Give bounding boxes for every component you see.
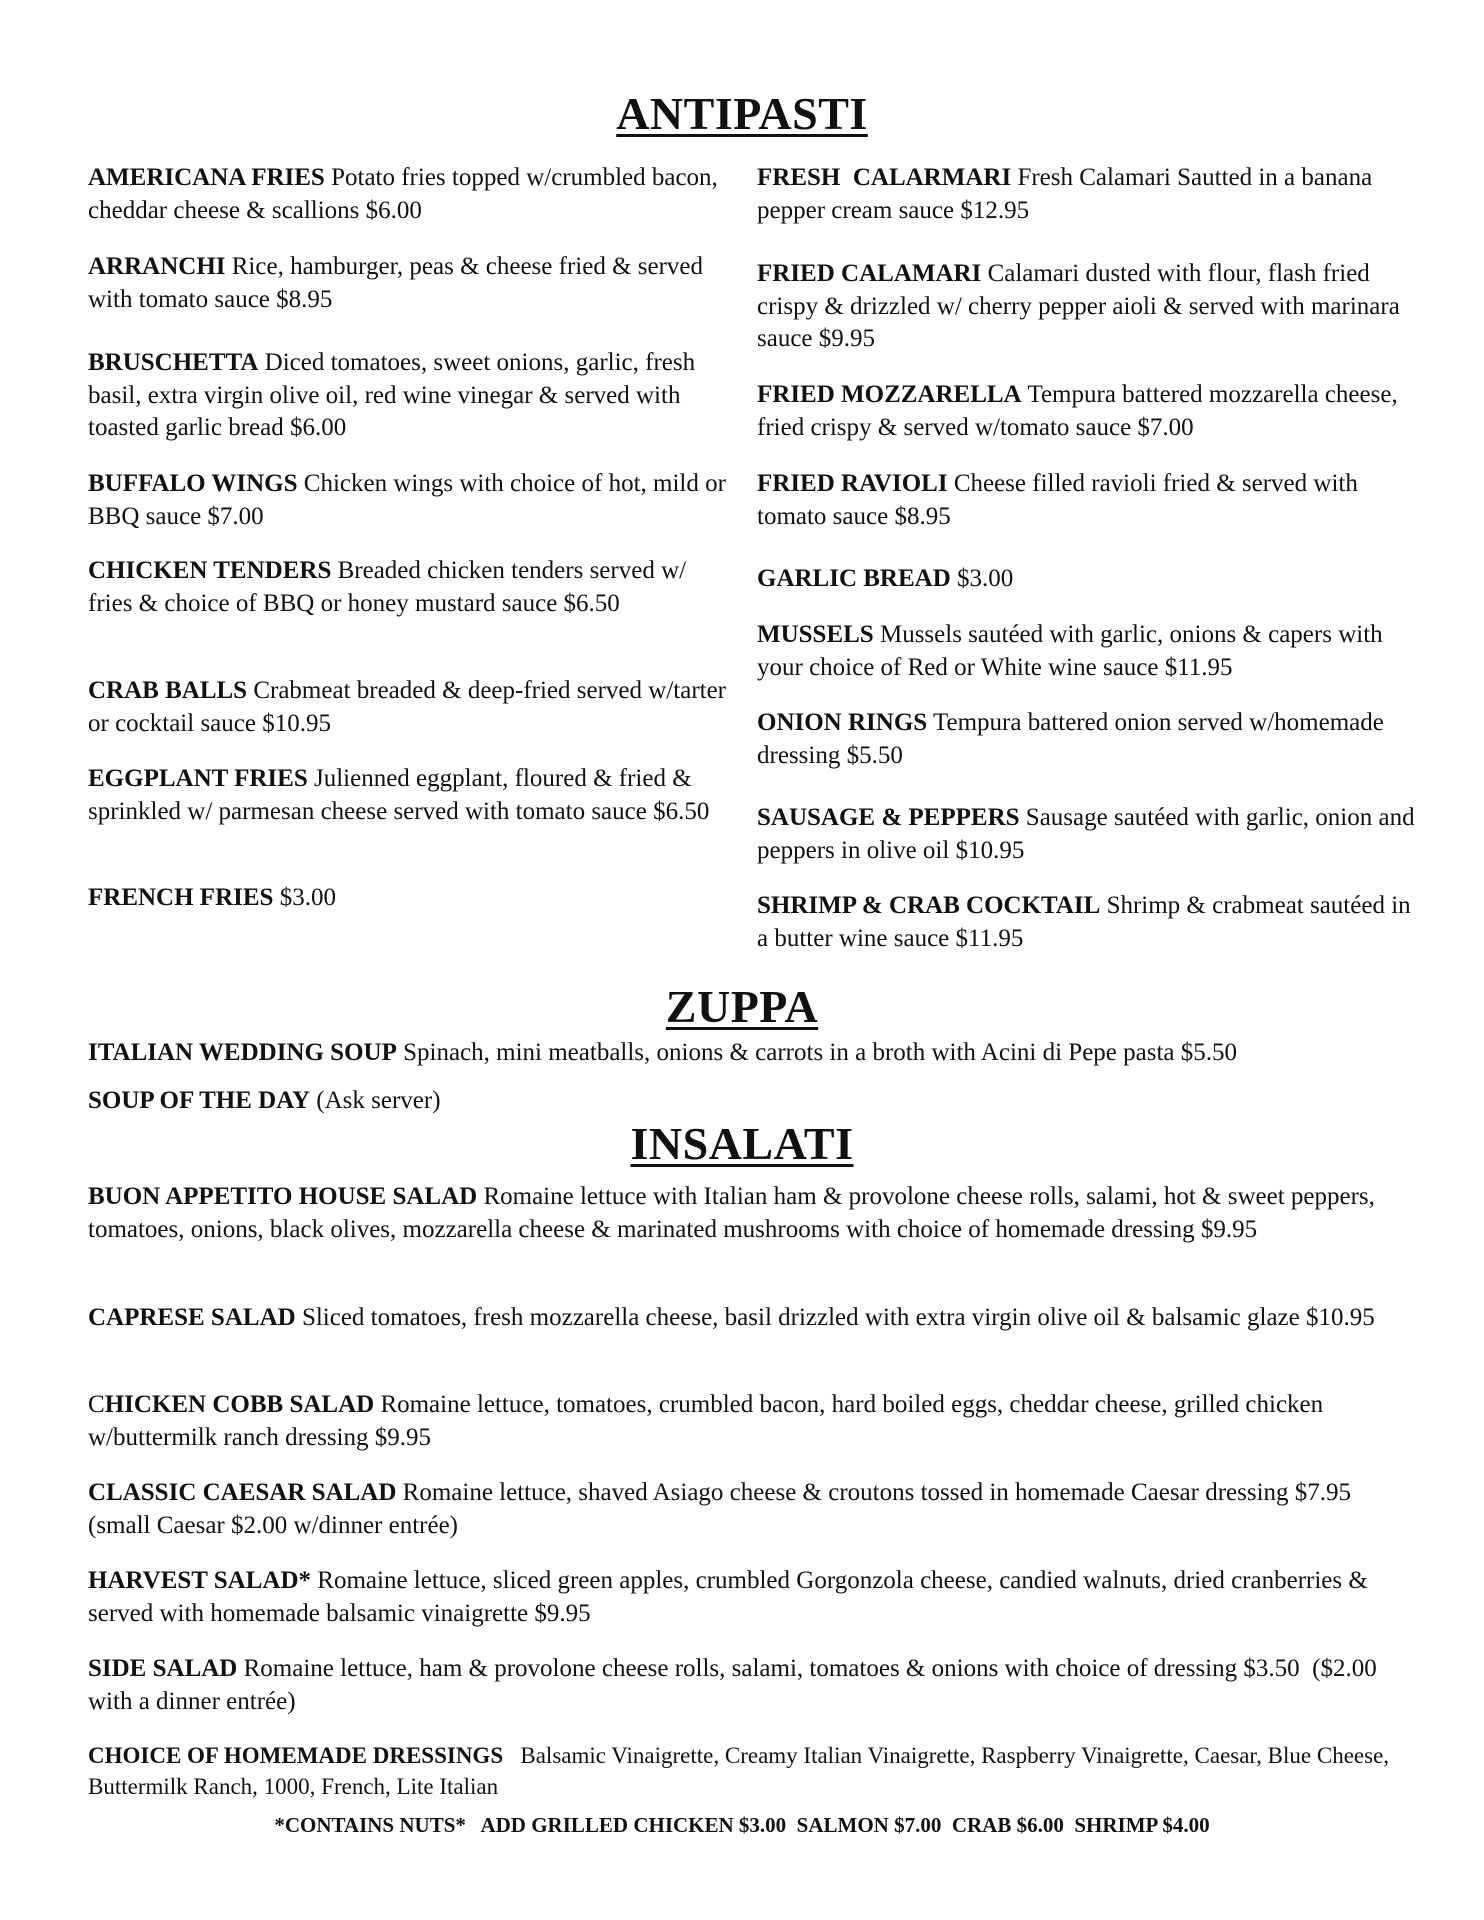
item-desc: Breaded chicken tenders served w/ fries & choice of BBQ or honey mustard sauce $6.50 <box>88 557 687 617</box>
item-name: ONION RINGS <box>757 709 928 736</box>
item-name: BUFFALO WINGS <box>88 470 298 497</box>
item-name: SHRIMP & CRAB COCKTAIL <box>757 892 1101 919</box>
item-desc: Crabmeat breaded & deep-fried served w/tarter or cocktail sauce $10.95 <box>88 677 727 737</box>
add-ons-footer: *CONTAINS NUTS* ADD GRILLED CHICKEN $3.00 SALMON $7.00 CRAB $6.00 SHRIMP $4.00 <box>274 1813 1210 1837</box>
menu-item-buffalo-wings <box>88 468 728 533</box>
item-name: HICKEN COBB SALAD <box>104 1391 375 1418</box>
menu-item-mussels <box>757 619 1417 684</box>
menu-item-side-salad <box>88 1653 1418 1718</box>
dressings-list: Balsamic Vinaigrette, Creamy Italian Vinaigrette, Raspberry Vinaigrette, Caesar, Blue Cheese, Buttermilk Ranch, 1000, French, Lite Italian <box>88 1743 1390 1799</box>
item-desc: Shrimp & crabmeat sautéed in a butter wine sauce $11.95 <box>757 892 1411 952</box>
menu-item-shrimp-crab-cocktail <box>757 890 1417 955</box>
item-name: FRIED MOZZARELLA <box>757 381 1022 408</box>
menu-item-classic-caesar-salad <box>88 1477 1418 1542</box>
item-desc: Tempura battered onion served w/homemade dressing $5.50 <box>757 709 1384 769</box>
zuppa-heading: ZUPPA <box>665 981 819 1032</box>
item-desc: $3.00 <box>957 565 1014 592</box>
item-name: FRIED RAVIOLI <box>757 470 948 497</box>
item-name-initial: C <box>88 1391 105 1418</box>
dressings-label: CHOICE OF HOMEMADE DRESSINGS <box>88 1743 504 1768</box>
item-desc: Mussels sautéed with garlic, onions & capers with your choice of Red or White wine sauce $11.95 <box>757 621 1383 681</box>
item-name: CRAB BALLS <box>88 677 248 704</box>
item-desc: Diced tomatoes, sweet onions, garlic, fresh basil, extra virgin olive oil, red wine vinegar & served with toasted garlic bread $6.00 <box>88 349 696 441</box>
menu-item-americana-fries <box>88 162 728 227</box>
item-desc: Romaine lettuce, shaved Asiago cheese & croutons tossed in homemade Caesar dressing $7.95 (small Caesar $2.00 w/dinner entrée) <box>88 1479 1352 1539</box>
item-desc: Romaine lettuce, sliced green apples, crumbled Gorgonzola cheese, candied walnuts, dried cranberries & served with homemade balsamic vinaigrette $9.95 <box>88 1567 1368 1627</box>
item-name: ARRANCHI <box>88 253 226 280</box>
item-name: FRESH CALARMARI <box>757 164 1012 191</box>
menu-item-bruschetta <box>88 347 728 445</box>
menu-item-chicken-cobb-salad <box>88 1389 1418 1454</box>
item-name: SOUP OF THE DAY <box>88 1087 311 1114</box>
item-desc: Sliced tomatoes, fresh mozzarella cheese, basil drizzled with extra virgin olive oil & balsamic glaze $10.95 <box>301 1304 1375 1331</box>
item-name: BUON APPETITO HOUSE SALAD <box>88 1183 478 1210</box>
menu-item-fried-ravioli <box>757 468 1417 533</box>
menu-item-eggplant-fries <box>88 763 728 828</box>
menu-item-buon-appetito-house-salad <box>88 1181 1418 1246</box>
menu-item-french-fries <box>88 882 728 915</box>
menu-item-fried-calamari <box>757 258 1417 356</box>
item-name: FRIED CALAMARI <box>757 260 982 287</box>
menu-item-italian-wedding-soup <box>88 1037 1418 1070</box>
item-desc: Chicken wings with choice of hot, mild or BBQ sauce $7.00 <box>88 470 726 530</box>
item-name: FRENCH FRIES <box>88 884 274 911</box>
menu-item-fresh-calarmari <box>757 162 1417 227</box>
menu-item-garlic-bread <box>757 563 1417 596</box>
item-desc: $3.00 <box>279 884 336 911</box>
item-desc: Romaine lettuce with Italian ham & provolone cheese rolls, salami, hot & sweet peppers, tomatoes, onions, black olives, mozzarella cheese & marinated mushrooms with choice of homemade dressing $9.95 <box>88 1183 1375 1243</box>
item-name: SAUSAGE & PEPPERS <box>757 804 1020 831</box>
menu-item-caprese-salad <box>88 1302 1418 1335</box>
dressings-note <box>88 1740 1418 1802</box>
item-desc: Romaine lettuce, ham & provolone cheese rolls, salami, tomatoes & onions with choice of dressing $3.50 ($2.00 with a dinner entrée) <box>88 1655 1383 1715</box>
item-desc: Spinach, mini meatballs, onions & carrots in a broth with Acini di Pepe pasta $5.50 <box>403 1039 1238 1066</box>
item-name: CAPRESE SALAD <box>88 1304 296 1331</box>
menu-item-fried-mozzarella <box>757 379 1417 444</box>
item-name: GARLIC BREAD <box>757 565 951 592</box>
menu-item-soup-of-the-day <box>88 1085 1418 1118</box>
item-desc: Calamari dusted with flour, flash fried crispy & drizzled w/ cherry pepper aioli & served with marinara sauce $9.95 <box>757 260 1400 352</box>
menu-item-chicken-tenders <box>88 555 728 620</box>
item-name: BRUSCHETTA <box>88 349 259 376</box>
antipasti-heading: ANTIPASTI <box>616 88 868 139</box>
item-desc: Romaine lettuce, tomatoes, crumbled bacon, hard boiled eggs, cheddar cheese, grilled chicken w/buttermilk ranch dressing $9.95 <box>88 1391 1324 1451</box>
item-name: ITALIAN WEDDING SOUP <box>88 1039 397 1066</box>
item-desc: Sausage sautéed with garlic, onion and peppers in olive oil $10.95 <box>757 804 1421 864</box>
menu-item-onion-rings <box>757 707 1417 772</box>
item-name: HARVEST SALAD* <box>88 1567 312 1594</box>
item-name: CLASSIC CAESAR SALAD <box>88 1479 397 1506</box>
item-name: MUSSELS <box>757 621 874 648</box>
insalati-heading: INSALATI <box>630 1118 854 1169</box>
item-desc: Potato fries topped w/crumbled bacon, cheddar cheese & scallions $6.00 <box>88 164 718 224</box>
item-desc: Tempura battered mozzarella cheese, fried crispy & served w/tomato sauce $7.00 <box>757 381 1398 441</box>
item-desc: Cheese filled ravioli fried & served with tomato sauce $8.95 <box>757 470 1358 530</box>
menu-item-harvest-salad <box>88 1565 1418 1630</box>
menu-item-crab-balls <box>88 675 728 740</box>
item-name: SIDE SALAD <box>88 1655 238 1682</box>
item-name: EGGPLANT FRIES <box>88 765 308 792</box>
item-desc: Rice, hamburger, peas & cheese fried & served with tomato sauce $8.95 <box>88 253 704 313</box>
menu-item-arranchi <box>88 251 728 316</box>
menu-item-sausage-peppers <box>757 802 1421 867</box>
item-name: CHICKEN TENDERS <box>88 557 332 584</box>
item-name: AMERICANA FRIES <box>88 164 325 191</box>
item-desc: Julienned eggplant, floured & fried & sprinkled w/ parmesan cheese served with tomato sauce $6.50 <box>88 765 710 825</box>
item-desc: (Ask server) <box>316 1087 441 1114</box>
item-desc: Fresh Calamari Sautted in a banana pepper cream sauce $12.95 <box>757 164 1373 224</box>
